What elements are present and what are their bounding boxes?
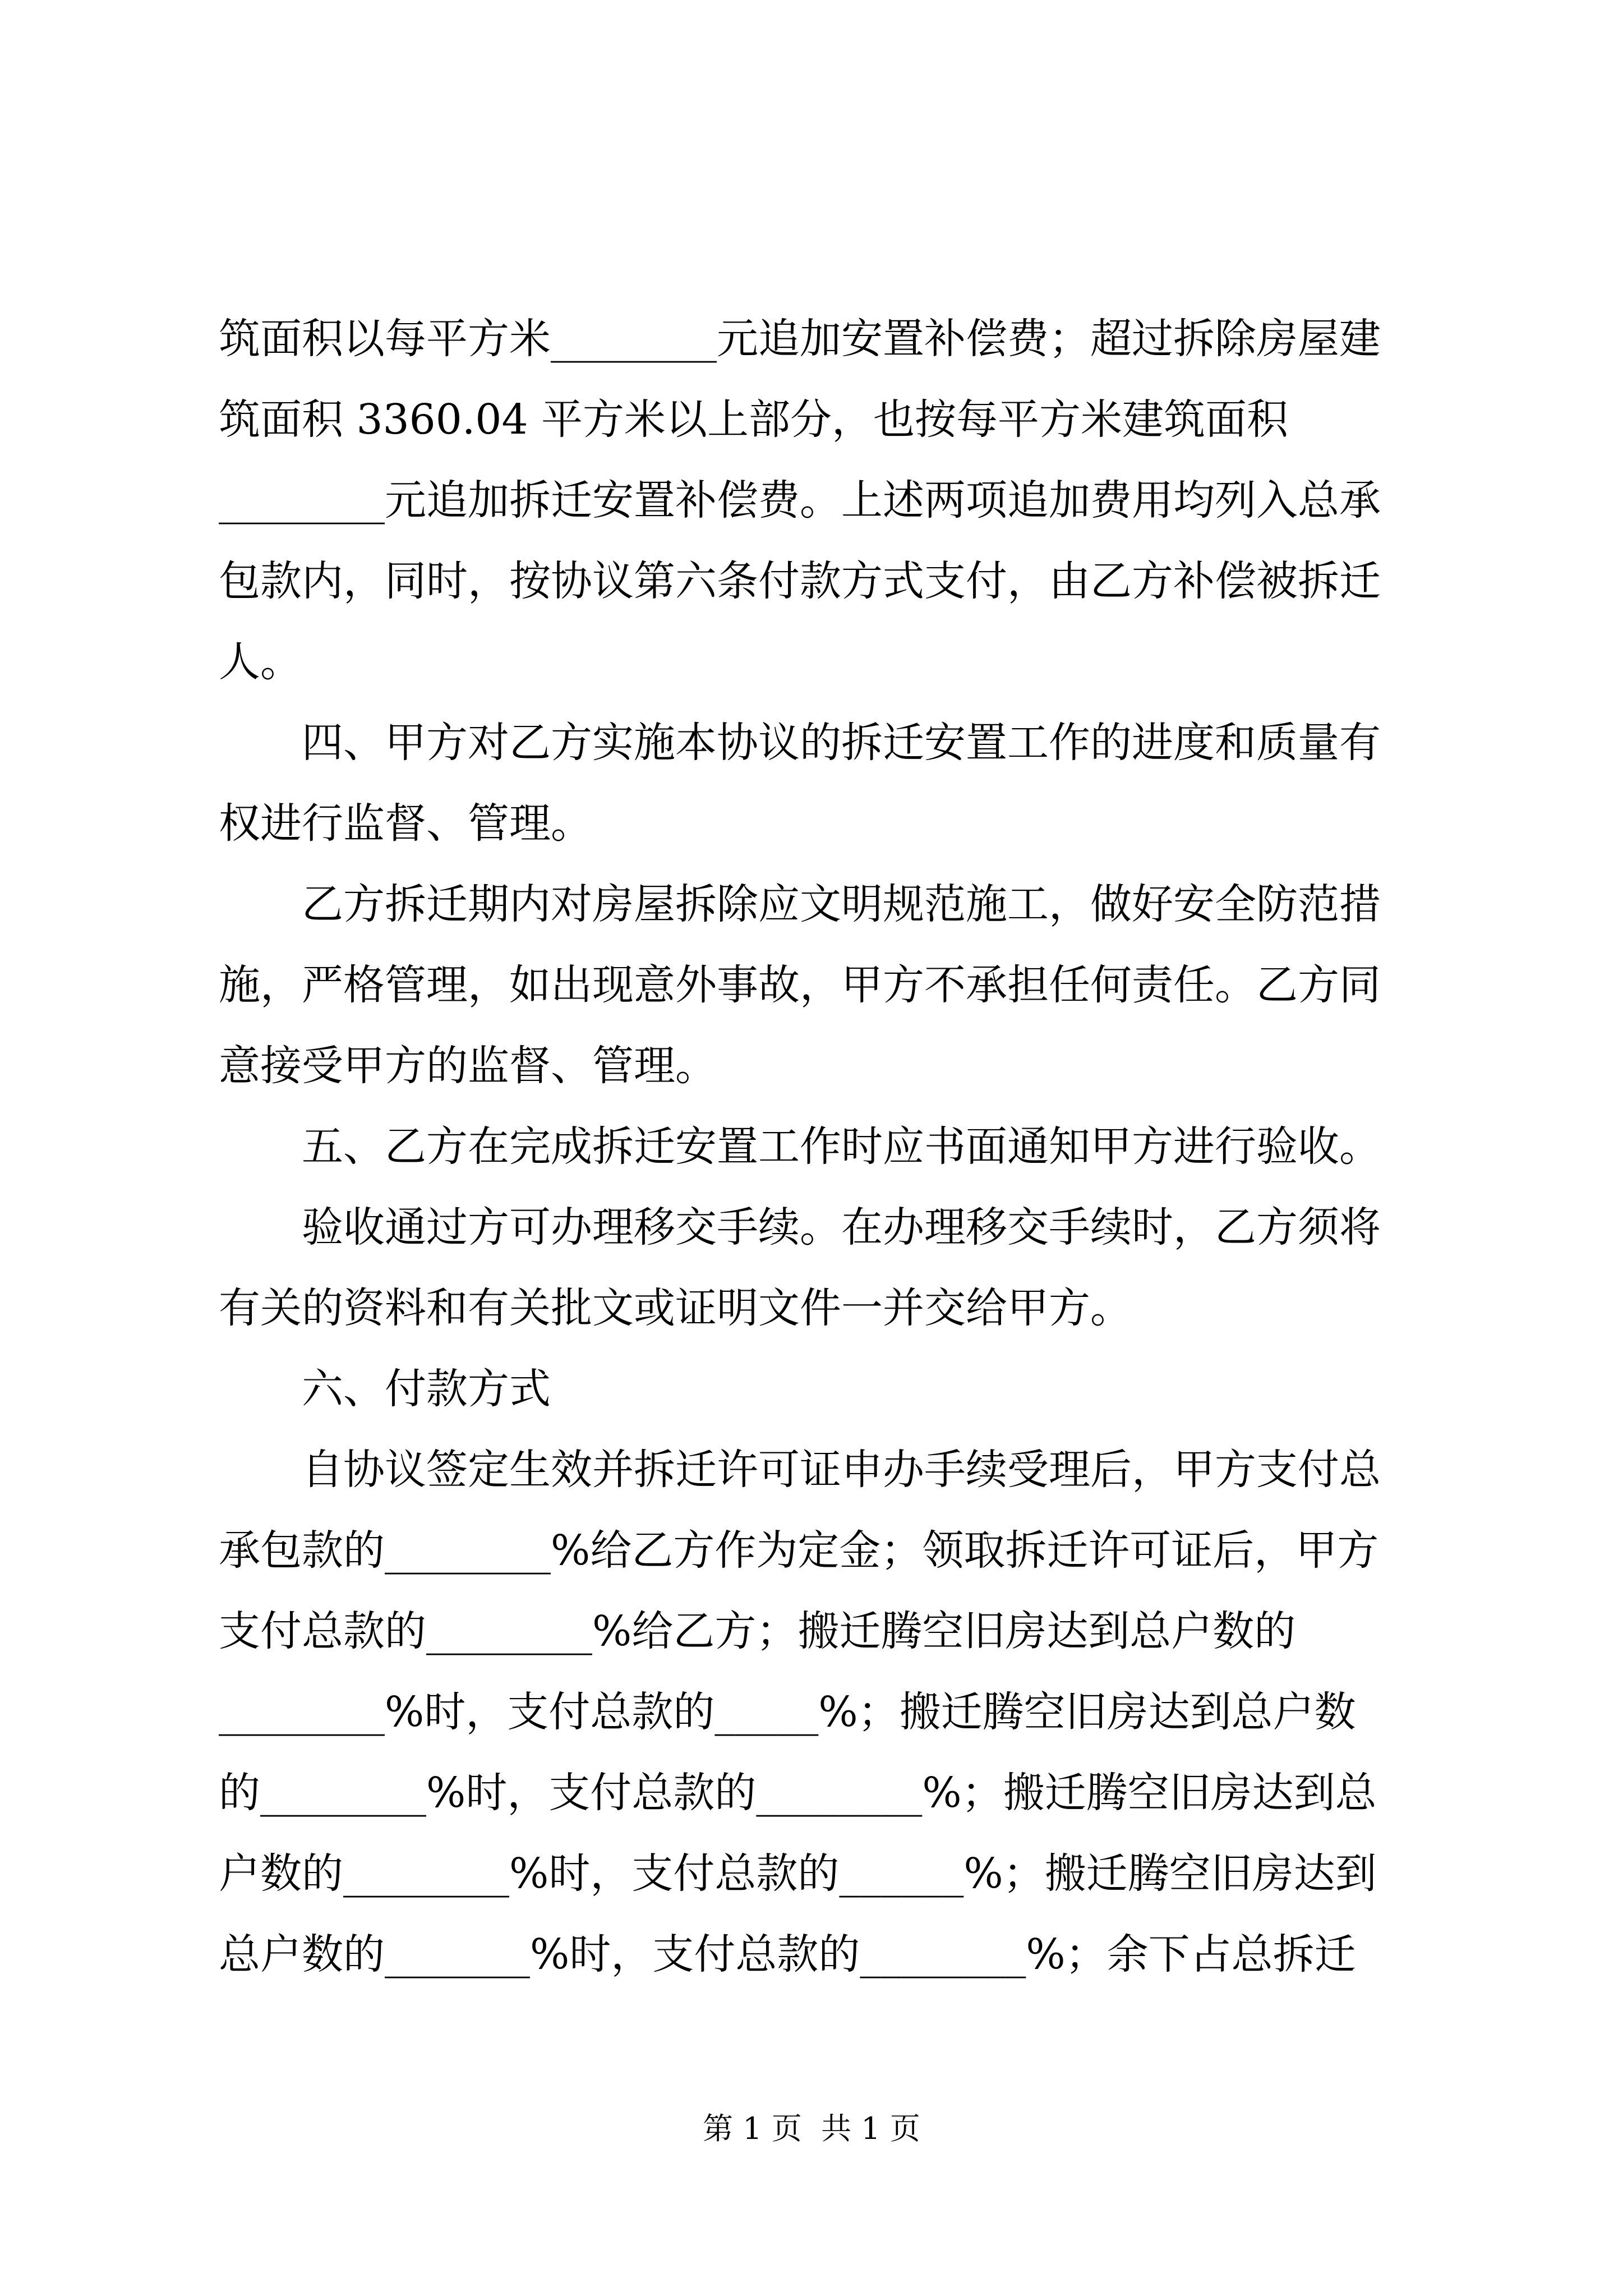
text-line: 总户数的_______%时，支付总款的________%；余下占总拆迁 bbox=[219, 1930, 1356, 1978]
text-line: 五、乙方在完成拆迁安置工作时应书面通知甲方进行验收。 bbox=[302, 1122, 1381, 1171]
text-line: 施，严格管理，如出现意外事故，甲方不承担任何责任。乙方同 bbox=[219, 961, 1381, 1009]
text-line: 六、付款方式 bbox=[302, 1365, 551, 1413]
text-line: 筑面积 3360.04 平方米以上部分，也按每平方米建筑面积 bbox=[219, 395, 1289, 444]
text-line: 筑面积以每平方米________元追加安置补偿费；超过拆除房屋建 bbox=[219, 315, 1381, 363]
page-footer: 第 1 页 共 1 页 bbox=[703, 2111, 920, 2146]
text-line: 权进行监督、管理。 bbox=[219, 799, 592, 848]
document-body bbox=[219, 298, 1424, 1995]
text-line: 支付总款的________%给乙方；搬迁腾空旧房达到总户数的 bbox=[219, 1607, 1296, 1655]
text-line: 人。 bbox=[219, 638, 302, 686]
text-line: 验收通过方可办理移交手续。在办理移交手续时，乙方须将 bbox=[302, 1203, 1381, 1251]
text-line: 承包款的________%给乙方作为定金；领取拆迁许可证后，甲方 bbox=[219, 1526, 1379, 1575]
text-line: 乙方拆迁期内对房屋拆除应文明规范施工，做好安全防范措 bbox=[302, 880, 1381, 928]
text-line: 有关的资料和有关批文或证明文件一并交给甲方。 bbox=[219, 1284, 1132, 1332]
text-line: 包款内，同时，按协议第六条付款方式支付，由乙方补偿被拆迁 bbox=[219, 557, 1381, 605]
text-line: 四、甲方对乙方实施本协议的拆迁安置工作的进度和质量有 bbox=[302, 719, 1381, 767]
text-line: 的________%时，支付总款的________%；搬迁腾空旧房达到总 bbox=[219, 1769, 1377, 1817]
text-line: 户数的________%时，支付总款的______%；搬迁腾空旧房达到 bbox=[219, 1849, 1377, 1898]
text-line: ________元追加拆迁安置补偿费。上述两项追加费用均列入总承 bbox=[219, 476, 1381, 524]
text-line: ________%时，支付总款的_____%；搬迁腾空旧房达到总户数 bbox=[219, 1688, 1356, 1736]
text-line: 自协议签定生效并拆迁许可证申办手续受理后，甲方支付总 bbox=[302, 1446, 1381, 1494]
text-line: 意接受甲方的监督、管理。 bbox=[219, 1042, 717, 1090]
